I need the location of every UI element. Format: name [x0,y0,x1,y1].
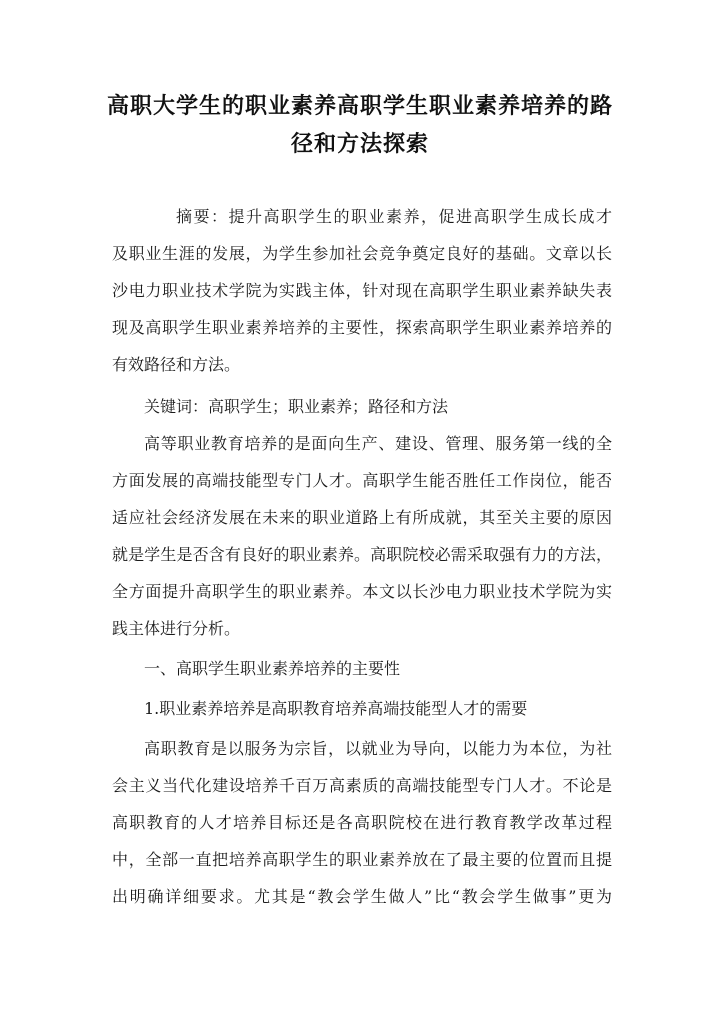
abstract-line: 现及高职学生职业素养培养的主要性，探索高职学生职业素养培养的 [112,318,612,337]
abstract-line: 摘要：提升高职学生的职业素养，促进高职学生成长成才 [176,207,612,226]
body-line: 高等职业教育培养的是面向生产、建设、管理、服务第一线的全 [144,434,612,453]
body-line: 方面发展的高端技能型专门人才。高职学生能否胜任工作岗位，能否 [112,471,612,490]
body-line: 践主体进行分析。 [112,619,241,638]
body-line: 高职教育是以服务为宗旨，以就业为导向，以能力为本位，为社 [144,739,612,758]
body-line: 会主义当代化建设培养千百万高素质的高端技能型专门人才。不论是 [112,776,612,795]
subsection-heading: 1.职业素养培养是高职教育培养高端技能型人才的需要 [144,699,528,718]
body-line: 中，全部一直把培养高职学生的职业素养放在了最主要的位置而且提 [112,850,612,869]
body-line: 出明确详细要求。尤其是“教会学生做人”比“教会学生做事”更为 [112,887,612,906]
section-heading: 一、高职学生职业素养培养的主要性 [144,659,401,678]
abstract-line: 有效路径和方法。 [112,355,241,374]
body-line: 适应社会经济发展在未来的职业道路上有所成就，其至关主要的原因 [112,508,612,527]
body-line: 就是学生是否含有良好的职业素养。高职院校必需采取强有力的方法， [112,545,612,564]
document-title-line-2: 径和方法探索 [290,131,429,157]
document-title-line-1: 高职大学生的职业素养高职学生职业素养培养的路 [106,93,613,119]
body-line: 高职教育的人才培养目标还是各高职院校在进行教育教学改革过程 [112,813,612,832]
abstract-line: 及职业生涯的发展，为学生参加社会竞争奠定良好的基础。文章以长 [112,244,612,263]
keywords-line: 关键词：高职学生；职业素养；路径和方法 [144,397,449,416]
body-line: 全方面提升高职学生的职业素养。本文以长沙电力职业技术学院为实 [112,582,612,601]
abstract-line: 沙电力职业技术学院为实践主体，针对现在高职学生职业素养缺失表 [112,281,612,300]
